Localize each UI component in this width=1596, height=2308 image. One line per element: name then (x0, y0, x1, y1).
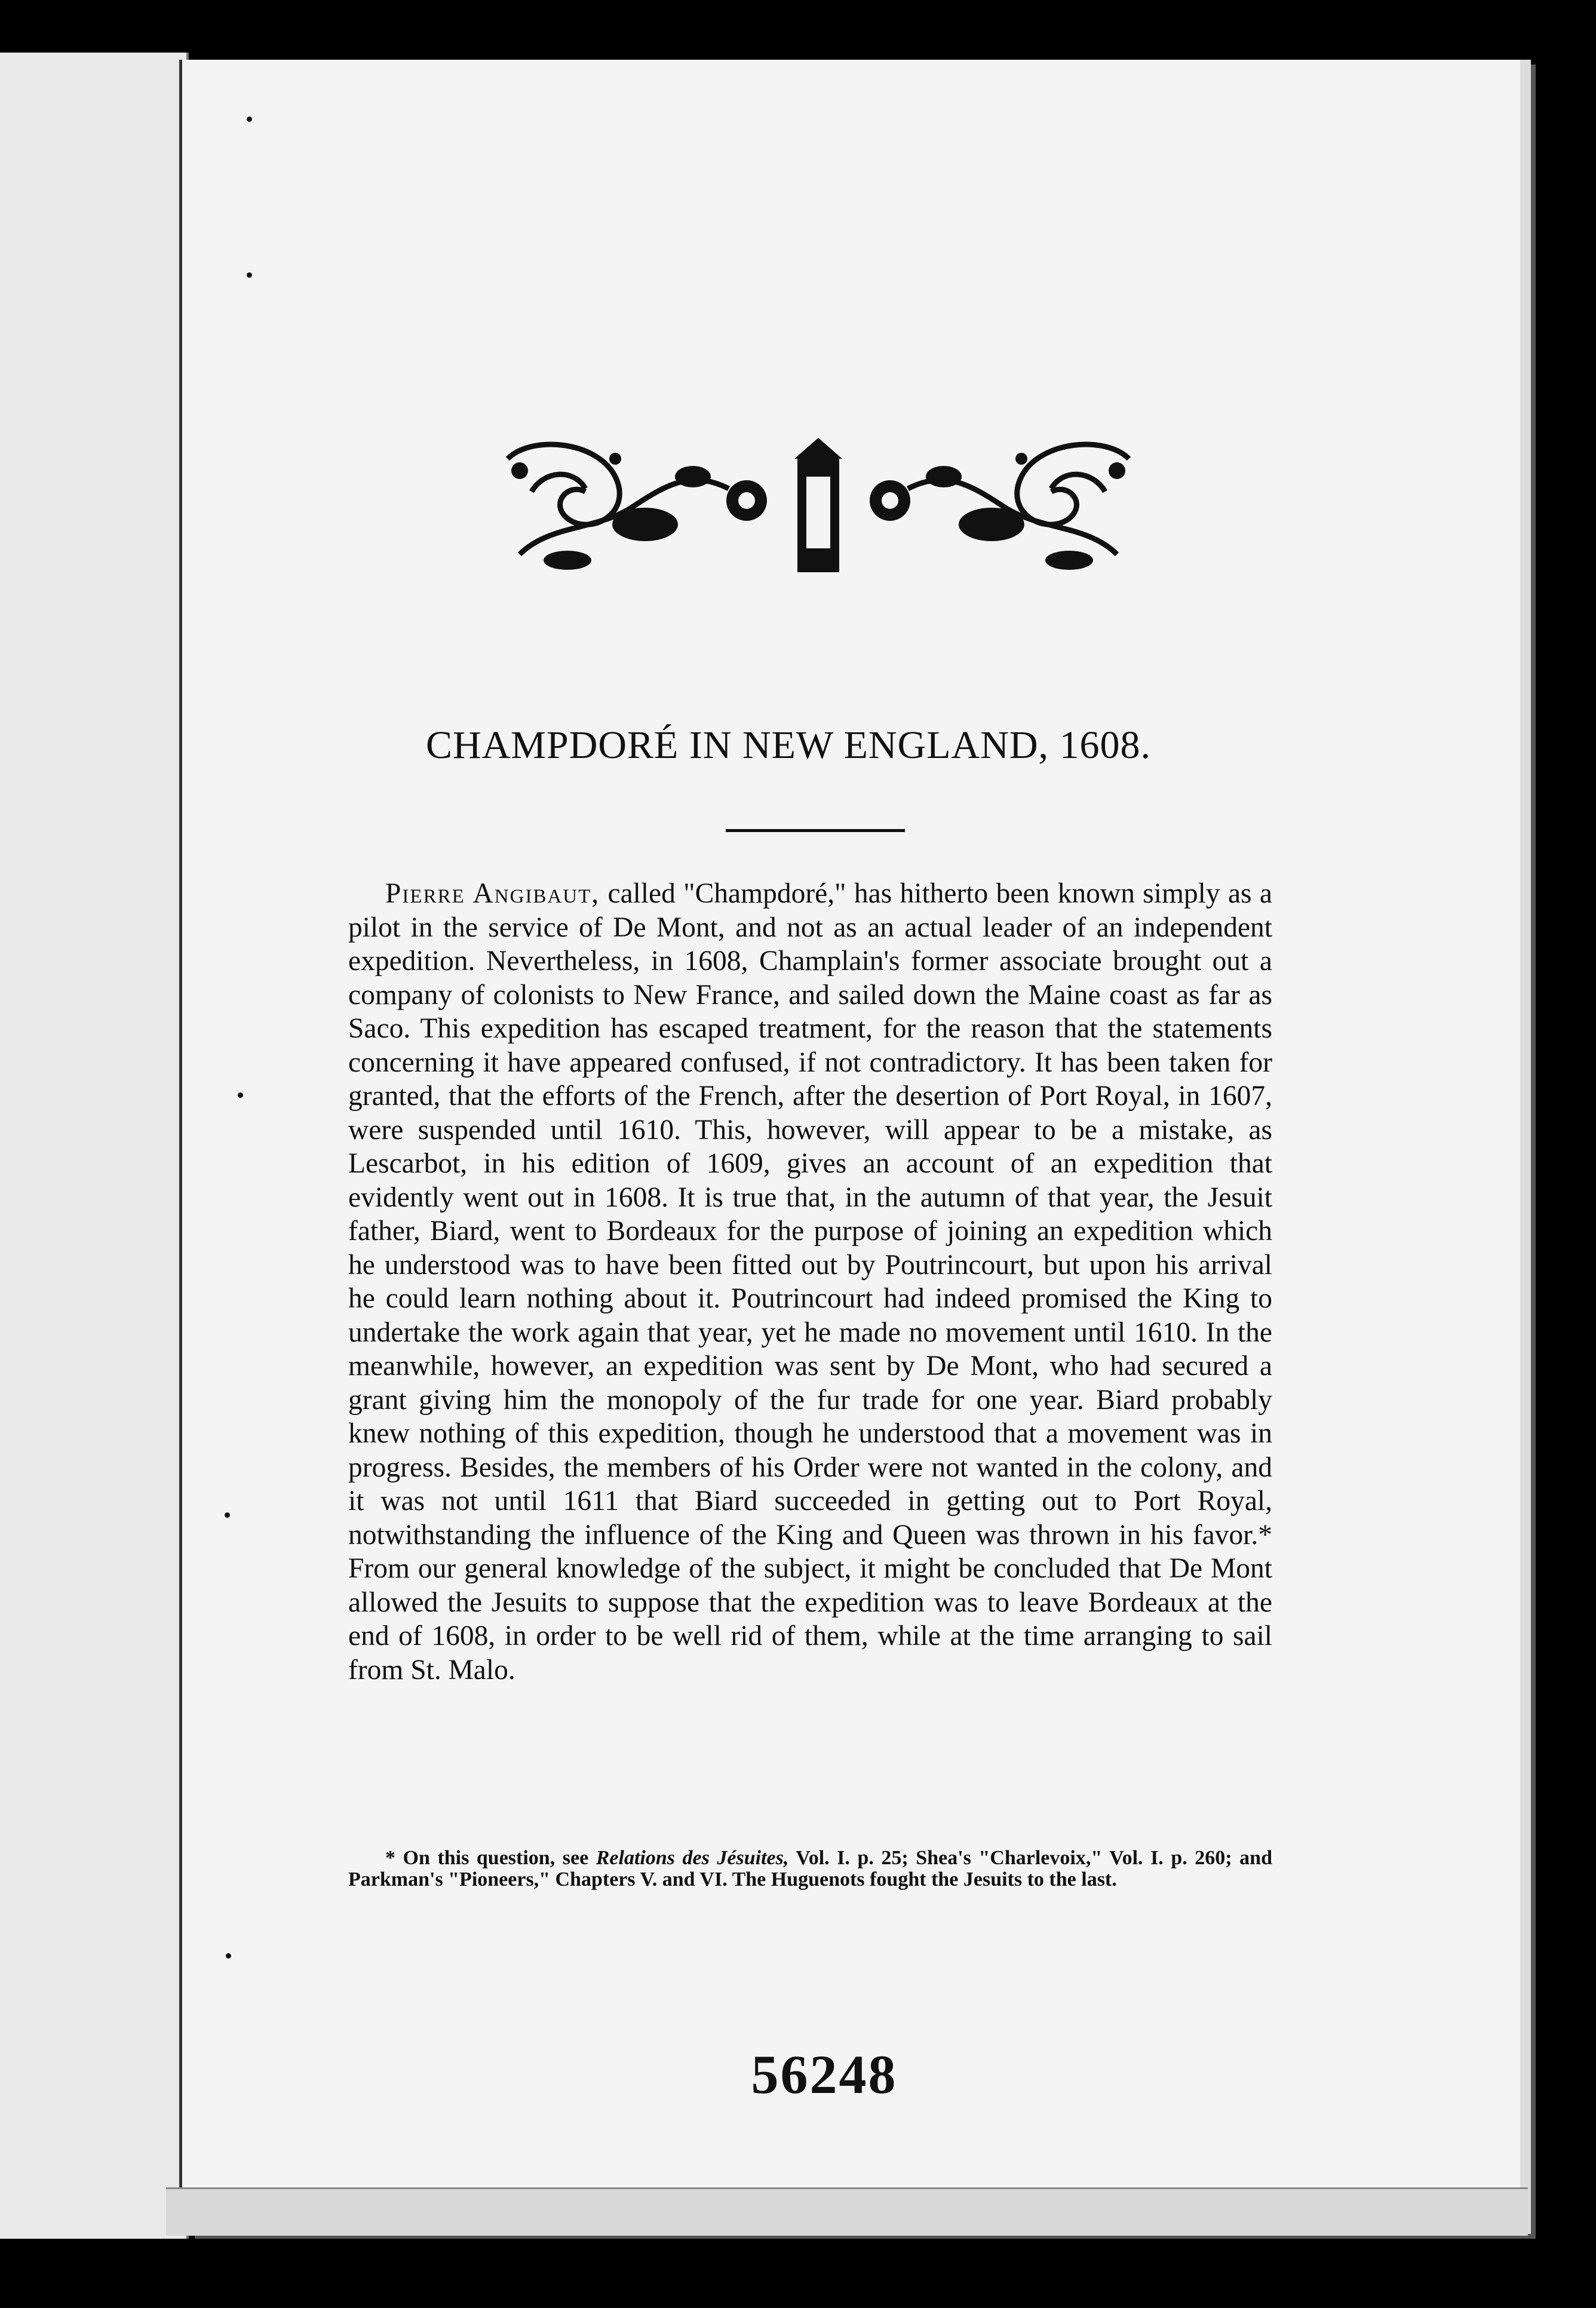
footnote (348, 1847, 1272, 1919)
margin-dot (247, 116, 252, 122)
body-paragraph-text: called "Champdoré," has hitherto been known simply as a pilot in the service of De Mont, and not as an actual leader of an independent expedition. Nevertheless, in 1608, Champlain's former associate brought out a company of colonists to New France, and sailed down the Maine coast as far as Saco. This expedition has escaped treatment, for the reason that the statements concerning it have appeared confused, if not contradictory. It has been taken for granted, that the efforts of the French, after the desertion of Port Royal, in 1607, were suspended until 1610. This, however, will appear to be a mistake, as Lescarbot, in his edition of 1609, gives an account of an expedition that evidently went out in 1608. It is true that, in the autumn of that year, the Jesuit father, Biard, went to Bordeaux for the purpose of joining an expedition which he understood was to have been fitted out by Poutrincourt, but upon his arrival he could learn nothing about it. Poutrincourt had indeed promised the King to undertake the work again that year, yet he made no movement until 1610. In the meanwhile, however, an expedition was sent by De Mont, who had secured a grant giving him the monopoly of the fur trade for one year. Biard probably knew nothing of this expedition, though he understood that a movement was in progress. Besides, the members of his Order were not wanted in the colony, and it was not until 1611 that Biard succeeded in getting out to Port Royal, notwithstanding the influence of the King and Queen was thrown in his favor.* From our general knowledge of the subject, it might be concluded that De Mont allowed the Jesuits to suppose that the expedition was to leave Bordeaux at the end of 1608, in order to be well rid of them, while at the time arranging to sail from St. Malo. (348, 878, 1272, 1686)
footnote-italic-title: Relations des Jésuites, (596, 1847, 789, 1869)
title-rule (726, 829, 905, 832)
margin-dot (226, 1953, 231, 1959)
footnote-after: Vol. I. p. 25; Shea's "Charlevoix," Vol. I. p. 260; and Parkman's "Pioneers," Chapters V. and VI. The Huguenots fought the Jesuits to the last. (348, 1847, 1272, 1890)
floral-ornament-icon (496, 435, 1141, 584)
author-name-lead: Pierre Angibaut, (385, 878, 600, 909)
footnote-paragraph (348, 1847, 1272, 1890)
margin-dot (238, 1092, 243, 1098)
body-text (348, 877, 1272, 1833)
body-paragraph (348, 877, 1272, 1687)
footnote-before: * On this question, see (385, 1847, 596, 1869)
left-facing-page (0, 53, 189, 2239)
margin-dot (247, 272, 252, 278)
page-bottom-edge (166, 2187, 1528, 2236)
margin-dot (225, 1512, 230, 1518)
article-title: CHAMPDORÉ IN NEW ENGLAND, 1608. (425, 723, 1152, 767)
catalog-number: 56248 (751, 2044, 898, 2105)
